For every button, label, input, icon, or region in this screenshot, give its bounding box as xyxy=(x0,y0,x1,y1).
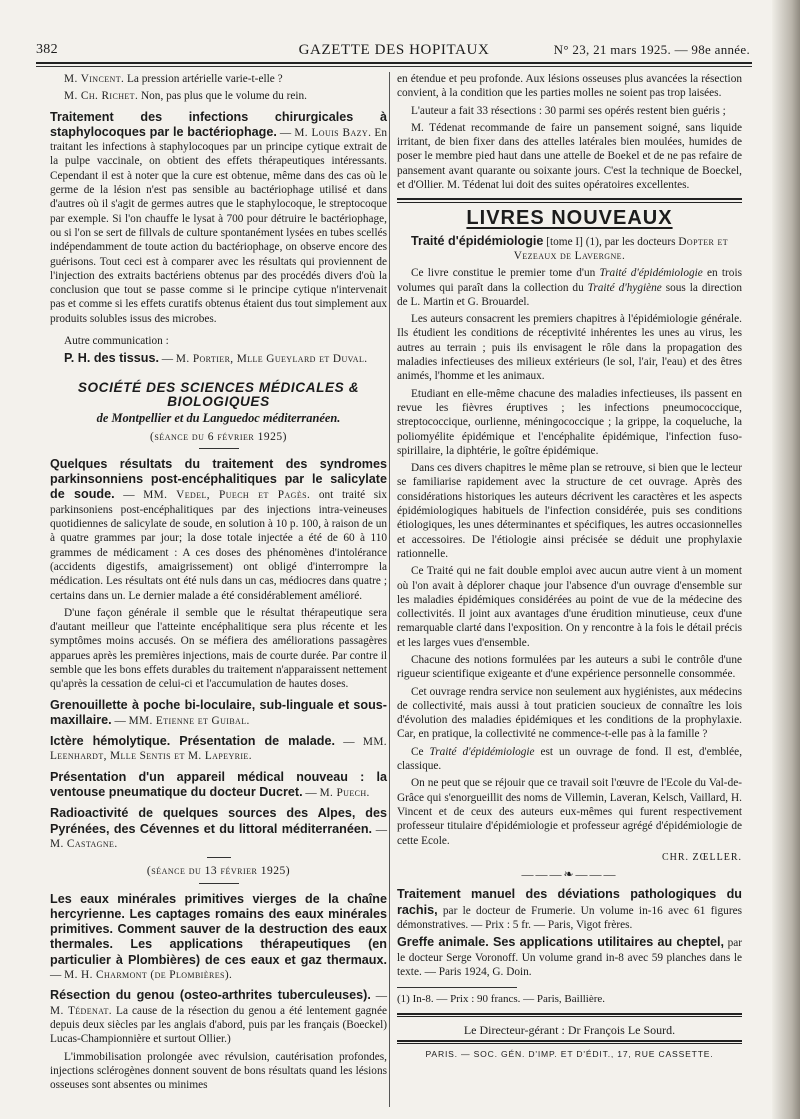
page-edge-shadow xyxy=(772,0,800,1119)
column-divider xyxy=(389,72,390,1107)
review-paragraph: Chacune des notions formulées par les auteurs a subi le contrôle d'une rigueur scientifique exigeante et d'une expérience personnelle consommée. xyxy=(397,653,742,681)
page-header xyxy=(36,40,752,60)
article-author: MM. Leenhardt, Mlle Sentis et M. Lapeyrie. xyxy=(50,736,387,763)
divider xyxy=(199,883,239,884)
article-title: P. H. des tissus. xyxy=(64,351,159,366)
article-author: M. Tédenat. xyxy=(50,1004,112,1017)
article-grenouillette: Grenouillette à poche bi-loculaire, sub-linguale et sous-maxillaire. — MM. Etienne et Guibal. xyxy=(50,697,387,727)
other-communication: Autre communication : xyxy=(64,335,169,348)
article-body: L'auteur a fait 33 résections : 30 parmi ses opérés restent bien guéris ; xyxy=(411,104,726,117)
printer-imprint: PARIS. — SOC. GÉN. D'IMP. ET D'ÉDIT., 17, RUE CASSETTE. xyxy=(425,1048,714,1059)
article-author: M. Louis Bazy. xyxy=(294,126,372,139)
director-line: Le Directeur-gérant : Dr François Le Sourd. xyxy=(463,1022,676,1037)
review-paragraph: Etudiant en elle-même chacune des maladies infectieuses, ils passent en revue les fièvres éruptives ; les infections pneumococcique, streptococcique, ourlienne, méningococcique ; la grippe, la coqueluche, la poliomyélite épidémique et l'encéphalite épidémique, l'infection fuso-spirillaire, la diphtérie, le goître épidémique. xyxy=(397,387,742,457)
article-title: Ictère hémolytique. Présentation de malade. xyxy=(50,734,335,749)
article-author: M. Castagne. xyxy=(50,837,118,850)
article-title: Les eaux minérales primitives vierges de la chaîne hercyrienne. Les captages romains des eaux minérales primitives. Comment sauver de la destruction des eaux thermales. Les applications thérapeutiques (en particulier à Plombières) de ces eaux et gaz thermaux. xyxy=(50,891,387,967)
book-details: par le docteur de Frumerie. Un volume in-16 avec 61 figures démonstratives. — Prix : 5 fr. — Paris, Vigot frères. xyxy=(397,904,742,932)
review-paragraph: Ce livre constitue le premier tome d'un Traité d'épidémiologie en trois volumes qui paraît dans la collection du Traité d'hygiène sous la direction de L. Martin et G. Brouardel. xyxy=(397,267,742,308)
imprint-rule xyxy=(397,1013,742,1017)
book-entry-title: Traité d'épidémiologie [tome I] (1), par les docteurs Dopter et Vezeaux de Lavergne. xyxy=(410,233,729,262)
article-body: en étendue et peu profonde. Aux lésions osseuses plus avancées la résection convient, à la condition que les parties molles ne soient pas trop laisées. xyxy=(397,73,742,100)
book-details: par le docteur Serge Voronoff. Un volume grand in-8 avec 59 planches dans le texte. — Paris 1924, G. Doin. xyxy=(397,937,742,978)
review-signature: CHR. ZŒLLER. xyxy=(661,851,742,863)
footnote-rule xyxy=(397,987,517,988)
session-date: (séance du 6 février 1925) xyxy=(150,430,287,443)
left-column xyxy=(50,72,387,1095)
page-number: 382 xyxy=(36,42,58,57)
article-author: M. Puech. xyxy=(319,787,370,800)
article-body: En traitant les infections à staphylocoques par un principe cytique extrait de la pulpe vaccinale, on obtient des effets thérapeutiques intéressants. Cependant il est à noter que la cure est obtenue, même dans des cas où le germe de la lésion n'est pas sensible au bactériophage utilisé et dans d'autres où il s'agit de germes autres que le staphylocoque, le streptocoque par exemple. Si l'on chauffe le lysat à 700 pour détruire le bactériophage, ou si l'on se sert de fillvals de culture spontanément lysées en tubes scellés indépendamment de toute action du bactériophage, on observe encore des guérisons. Tout ceci est à comparer avec les résultats qui proviennent de l'injection des extraits bactériens obtenus par des procédés divers d'où la conclusion que tout se passe comme si le principe cytique n'intervenait pas et comme si les effets curatifs obtenus étaient dus tout simplement aux produits solubles issus des microbes. xyxy=(50,126,387,325)
society-title: SOCIÉTÉ DES SCIENCES MÉDICALES & BIOLOGIQUES xyxy=(77,379,360,409)
journal-title: GAZETTE DES HOPITAUX xyxy=(298,42,490,58)
book-title: Traitement manuel des déviations pathologiques du rachis, xyxy=(397,887,742,917)
session-date: (séance du 13 février 1925) xyxy=(146,865,291,878)
right-column xyxy=(397,72,742,1064)
book-entry-rachis xyxy=(397,887,742,932)
dialogue-line: M. Ch. Richet. Non, pas plus que le volume du rein. xyxy=(64,90,307,103)
review-paragraph: Dans ces divers chapitres le même plan se retrouve, si bien que le lecteur se familiarise rapidement avec la structure de cet ouvrage. Après des considérations historiques les auteurs décrivent les caractères et les aspects épidémiologiques habituels de l'infection considérée, puis ses conditions étiologiques, les unes déterminantes et spécifiques, les autres occasionnelles et accessoires. De l'étiologie ainsi précisée se déduit une prophylaxie rationnelle. xyxy=(397,462,742,560)
article-body: La cause de la résection du genou a été lentement gagnée depuis deux siècles par les anglais d'abord, puis par les français (Boeckel) Lucas-Championnière et surtout Ollier.) xyxy=(50,1004,387,1046)
article-radioactivite: Radioactivité de quelques sources des Alpes, des Pyrénées, des Cévennes et du littoral méditerranéen. — M. Castagne. xyxy=(50,806,387,850)
review-paragraph: Cet ouvrage rendra service non seulement aux hygiénistes, aux médecins de collectivité, mais aussi à tout praticien soucieux de connaître les lois d'évolution des maladies épidémiques et les conditions de la prophylaxie. Car, en pratique, la collectivité ne commence-t-elle pas à la famille ? xyxy=(397,685,742,741)
article-parkinson: Quelques résultats du traitement des syndromes parkinsonniens post-encéphalitiques par le salicylate de soude. — MM. Vedel, Puech et Pagès. ont traité six parkinsoniens post-encéphalitiques par des injections intra-veineuses quotidiennes de salicylate de soude, en solution à 10 p. 100, à raison de un à quatre grammes par jour; la dose totale injectée a été de 60 à 110 grammes de médicament : A ces doses des phénomènes d'intolérance (accidents digestifs, amaigrissement) ont obligé d'interrompre la médication. Les résultats ont été nuls dans un cas, médiocres dans quatre ; certains dans un. Le dernier malade a été considérablement amélioré. xyxy=(50,456,387,602)
article-author: M. Portier, Mlle Gueylard et Duval. xyxy=(175,353,368,366)
article-staph: Traitement des infections chirurgicales à staphylocoques par le bactériophage. — M. Louis Bazy. En traitant les infections à staphylocoques par un principe cytique extrait de la pulpe vaccinale, on obtient des effets thérapeutiques intéressants. Cependant il est à noter que la cure est obtenue, même dans des cas où le germe de la lésion n'est pas sensible au bactériophage utilisé et dans d'autres où il s'agit de germes autres que le staphylocoque, le streptocoque par exemple. Si l'on chauffe le lysat à 700 pour détruire le bactériophage, ou si l'on se sert de fillvals de culture spontanément lysées en tubes scellés indépendamment de toute action du bactériophage, on observe encore des guérisons. Tout ceci est à comparer avec les résultats qui proviennent de l'injection des extraits bactériens obtenus par des procédés divers d'où la conclusion que tout se passe comme si le principe cytique n'intervenait pas et comme si les effets curatifs obtenus étaient dus tout simplement aux produits solubles issus des microbes. xyxy=(50,109,387,325)
divider xyxy=(207,857,231,858)
section-heading-livres: LIVRES NOUVEAUX xyxy=(466,207,673,230)
review-paragraph: Les auteurs consacrent les premiers chapitres à l'épidémiologie générale. Ils étudient les conditions de réceptivité inhérentes les unes au virus, les autres au terrain ; puis ils envisagent le rôle dans la propagation des maladies infectieuses des milieux extérieurs (le sol, l'air, l'eau) et des êtres animés, l'homme et les animaux. xyxy=(397,313,742,383)
article-title: Présentation d'un appareil médical nouveau : la ventouse pneumatique du docteur Ducret. xyxy=(50,769,387,800)
article-title: Résection du genou (osteo-arthrites tuberculeuses). xyxy=(50,988,371,1003)
header-rule-thin xyxy=(36,66,752,67)
review-paragraph: Ce Traité d'épidémiologie est un ouvrage de fond. Il est, d'emblée, classique. xyxy=(397,745,743,773)
header-rule xyxy=(36,62,752,64)
article-body: L'immobilisation prolongée avec révulsion, cautérisation profondes, injections sclérogènes donnent souvent de bons résultats quand les lésions osseuses sont absentes ou minimes xyxy=(50,1050,387,1092)
article-title: Quelques résultats du traitement des syndromes parkinsonniens post-encéphalitiques par le salicylate de soude. xyxy=(50,456,387,502)
article-eaux-minerales: Les eaux minérales primitives vierges de la chaîne hercyrienne. Les captages romains des eaux minérales primitives. Comment sauver de la destruction des eaux thermales. Les applications thérapeutiques (en particulier à Plombières) de ces eaux et gaz thermaux. — M. H. Charmont (de Plombières). xyxy=(50,891,387,982)
article-body: ont traité six parkinsoniens post-encéphalitiques par des injections intra-veineuses quotidiennes de salicylate de soude, en solution à 10 p. 100, à raison de un à quatre grammes par jour; la dose totale injectée a été de 60 à 110 grammes de médicament : A ces doses des phénomènes d'intolérance (accidents digestifs, amaigrissement) ont obligé d'interrompre la médication. Les résultats ont été nuls dans un cas, médiocres dans quatre ; certains dans un. Le dernier malade a été considérablement amélioré. xyxy=(50,489,387,602)
divider xyxy=(199,448,239,449)
article-title: Radioactivité de quelques sources des Alpes, des Pyrénées, des Cévennes et du littoral méditerranéen. xyxy=(50,806,387,836)
footnote: (1) In-8. — Prix : 90 francs. — Paris, Baillière. xyxy=(397,993,606,1006)
article-ictere: Ictère hémolytique. Présentation de malade. — MM. Leenhardt, Mlle Sentis et M. Lapeyrie. xyxy=(50,734,387,763)
article-title: Grenouillette à poche bi-loculaire, sub-linguale et sous-maxillaire. xyxy=(50,697,387,727)
article-title: Traitement des infections chirurgicales à staphylocoques par le bactériophage. xyxy=(50,109,387,139)
section-divider xyxy=(397,198,742,203)
review-paragraph: On ne peut que se réjouir que ce travail soit l'œuvre de l'Ecole du Val-de-Grâce qui s'enorgueillit des noms de Villemin, Laveran, Kelsch, Vaillard, H. Vincent et de ceux des auteurs eux-mêmes qui furent respectivement professeur titulaire d'épidémiologie et professeur agrégé d'épidémiologie de cette Ecole. xyxy=(397,777,742,847)
imprint-rule xyxy=(397,1040,742,1044)
article-author: MM. Etienne et Guibal. xyxy=(128,714,250,727)
book-title: Greffe animale. Ses applications utilitaires au cheptel, xyxy=(397,935,724,950)
article-author: M. H. Charmont (de Plombières). xyxy=(64,969,233,982)
article-body: M. Tédenat recommande de faire un pansement soigné, sans liquide irritant, de bien fixer dans des attelles latérales bien moulées, humides de poser le membre pied haut dans une attelle de Boekel et de ne pas refaire de pansement avant quarante ou soixante jours. C'est la technique de Boeckel, et d'Ollier. M. Tédenat lui doit des suites opératoires excellentes. xyxy=(397,121,742,192)
book-entry-greffe xyxy=(397,935,742,979)
issue-info: N° 23, 21 mars 1925. — 98e année. xyxy=(553,42,750,57)
society-subtitle: de Montpellier et du Languedoc méditerranéen. xyxy=(96,411,341,426)
article-author: MM. Vedel, Puech et Pagès. xyxy=(143,489,311,502)
dialogue-line: M. Vincent. La pression artérielle varie-t-elle ? xyxy=(64,73,283,85)
article-ph: P. H. des tissus. — M. Portier, Mlle Gueylard et Duval. xyxy=(64,351,368,366)
fleuron-ornament-icon: ———❧——— xyxy=(521,867,618,882)
article-resection: Résection du genou (osteo-arthrites tuberculeuses). — M. Tédenat. La cause de la résection du genou a été lentement gagnée depuis deux siècles par les anglais d'abord, puis par les français (Boeckel) Lucas-Championnière et surtout Ollier.) xyxy=(50,988,387,1046)
article-ventouse: Présentation d'un appareil médical nouveau : la ventouse pneumatique du docteur Ducret. — M. Puech. xyxy=(50,769,387,800)
article-body: D'une façon générale il semble que le résultat thérapeutique sera d'autant meilleur que l'atteinte encéphalitique sera plus récente et les symptômes moins accusés. On se méfiera des améliorations passagères apparues après les premières injections, mais de courte durée. Par contre il semble que les bons effets durables du traitement n'apparaissent nettement qu'après la cessation de celui-ci et l'accumulation de hautes doses. xyxy=(50,606,387,691)
review-paragraph: Ce Traité qui ne fait double emploi avec aucun autre vient à un moment où l'on avait à déplorer chaque jour l'absence d'un ouvrage d'ensemble sur les maladies épidémiques considérées au point de vue de la médecine des collectivités. Il joint aux avantages d'une érudition minutieuse, ceux d'une remarquable clarté dans l'exposition. On y rencontre à la fois le détail précis et les larges vues d'ensemble. xyxy=(397,565,742,649)
